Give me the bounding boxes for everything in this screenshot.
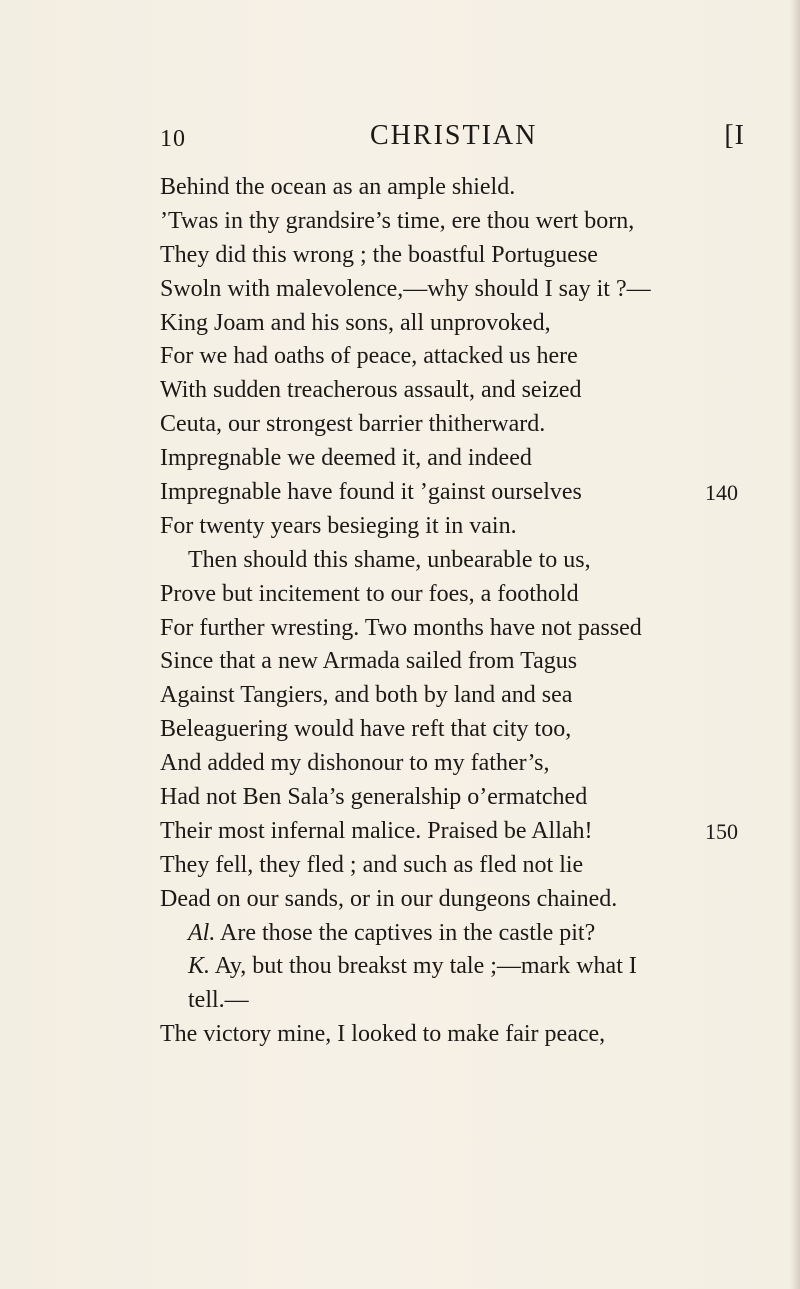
verse-line — [160, 747, 750, 781]
verse-line-text — [160, 781, 587, 815]
line-content: Are those the captives in the castle pit? — [220, 919, 596, 946]
verse-line — [160, 917, 750, 951]
verse-line-text — [160, 984, 249, 1018]
verse-line — [160, 374, 750, 408]
verse-line-text — [160, 442, 532, 476]
verse-line — [160, 442, 750, 476]
verse-line — [160, 849, 750, 883]
line-content: Impregnable have found it ’gainst ourselves — [160, 479, 582, 506]
line-content: Behind the ocean as an ample shield. — [160, 174, 516, 200]
line-content: The victory mine, I looked to make fair peace, — [160, 1021, 606, 1048]
verse-line — [160, 883, 750, 917]
line-content: For further wresting. Two months have not passed — [160, 614, 642, 641]
verse-line — [160, 205, 750, 239]
verse-line — [160, 679, 750, 713]
line-content: Since that a new Armada sailed from Tagus — [160, 648, 578, 675]
verse-line-text — [160, 340, 578, 374]
verse-line-text — [160, 205, 634, 239]
line-content: Dead on our sands, or in our dungeons chained. — [160, 885, 618, 912]
verse-line — [160, 578, 750, 612]
line-content: They did this wrong ; the boastful Portuguese — [160, 241, 598, 268]
verse-line — [160, 1018, 750, 1052]
page-number: 10 — [160, 126, 186, 152]
verse-line — [160, 171, 750, 205]
verse-line — [160, 984, 750, 1018]
section-marker: [I — [724, 120, 745, 151]
verse-line — [160, 408, 750, 442]
line-content: ’Twas in thy grandsire’s time, ere thou wert born, — [160, 207, 635, 234]
line-content: Against Tangiers, and both by land and sea — [160, 682, 573, 709]
verse-line-text — [160, 239, 598, 273]
verse-line — [160, 815, 750, 849]
verse-line-text — [160, 713, 571, 747]
verse-line-text — [160, 171, 515, 205]
line-content: And added my dishonour to my father’s, — [160, 750, 550, 777]
verse-line-text — [160, 815, 593, 849]
verse-line — [160, 950, 750, 984]
verse-line — [160, 713, 750, 747]
verse-line — [160, 273, 750, 307]
verse-line-text — [160, 544, 591, 578]
verse-line — [160, 645, 750, 679]
line-content: Ceuta, our strongest barrier thitherward. — [160, 411, 546, 438]
line-content: tell.— — [188, 987, 249, 1014]
line-content: Swoln with malevolence,—why should I say it ?— — [160, 275, 651, 302]
verse-line-text — [160, 849, 583, 883]
line-content: Ay, but thou breakst my tale ;—mark what I — [214, 953, 637, 980]
verse-line — [160, 612, 750, 646]
line-number: 140 — [705, 480, 738, 506]
line-content: With sudden treacherous assault, and seized — [160, 377, 582, 404]
line-content: For we had oaths of peace, attacked us here — [160, 343, 578, 370]
verse-line-text — [160, 578, 579, 612]
line-content: Their most infernal malice. Praised be Allah! — [160, 817, 593, 844]
line-content: Then should this shame, unbearable to us, — [188, 546, 591, 573]
verse-line — [160, 510, 750, 544]
verse-line-text — [160, 374, 582, 408]
verse-line-text — [160, 1018, 605, 1052]
verse-line-text — [160, 883, 617, 917]
verse-line-text — [160, 307, 551, 341]
line-content: Beleaguering would have reft that city too, — [160, 716, 572, 743]
verse-line-text — [160, 273, 651, 307]
verse-line-text — [160, 510, 517, 544]
line-content: Prove but incitement to our foes, a foothold — [160, 580, 579, 607]
running-header — [160, 120, 745, 156]
verse-line — [160, 476, 750, 510]
verse-line — [160, 781, 750, 815]
verse-line — [160, 544, 750, 578]
page-edge-shadow — [790, 0, 800, 1289]
verse-line-text — [160, 476, 582, 510]
verse-line-text — [160, 612, 642, 646]
verse-line-text — [160, 747, 550, 781]
verse-line-text — [160, 408, 545, 442]
line-content: King Joam and his sons, all unprovoked, — [160, 309, 551, 336]
line-content: For twenty years besieging it in vain. — [160, 512, 517, 539]
line-content: Impregnable we deemed it, and indeed — [160, 445, 532, 472]
verse-line-text — [160, 645, 577, 679]
speaker-name: K. — [188, 953, 211, 980]
speaker-name: Al. — [188, 919, 216, 946]
verse-line — [160, 340, 750, 374]
running-title: CHRISTIAN — [370, 120, 538, 151]
verse-line — [160, 307, 750, 341]
verse-line-text — [160, 679, 572, 713]
line-number: 150 — [705, 818, 738, 844]
verse-line-text — [160, 950, 637, 984]
verse-block — [160, 171, 750, 1052]
line-content: They fell, they fled ; and such as fled not lie — [160, 851, 584, 878]
verse-line — [160, 239, 750, 273]
verse-line-text — [160, 917, 595, 951]
line-content: Had not Ben Sala’s generalship o’ermatched — [160, 784, 588, 811]
